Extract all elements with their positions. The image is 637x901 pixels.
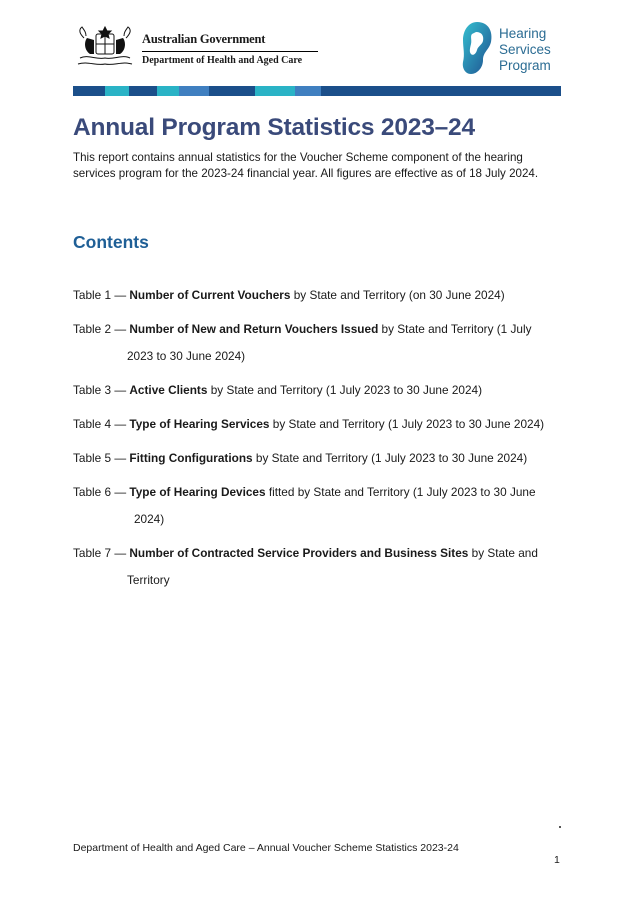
department-name: Department of Health and Aged Care [142,55,303,66]
government-wordmark [142,32,318,66]
logo-line-2: Services [499,42,551,57]
toc-item-table-3[interactable] [73,377,563,404]
footer-mark [559,826,561,828]
toc-bold-title: Number of Current Vouchers [129,288,291,302]
toc-prefix: Table 4 — [73,417,130,431]
toc-rest: by State and Territory (on 30 June 2024) [290,288,505,302]
toc-item-table-4[interactable] [73,411,563,438]
toc-bold-title: Type of Hearing Devices [129,485,266,499]
toc-item-table-7[interactable] [73,540,563,594]
toc-continuation: Territory [127,573,170,587]
toc-prefix: Table 3 — [73,383,130,397]
band-segment [129,86,157,96]
hearing-services-program-logo [459,20,563,76]
logo-line-1: Hearing [499,26,547,41]
toc-prefix: Table 1 — [73,288,130,302]
table-of-contents [73,282,563,601]
band-segment [321,86,381,96]
toc-rest: by State and Territory (1 July [378,322,532,336]
gov-divider [142,51,318,52]
toc-rest: by State and Territory (1 July 2023 to 30 June 2024) [207,383,482,397]
header-colour-band [73,86,561,96]
toc-rest: by State and Territory (1 July 2023 to 30 June 2024) [269,417,545,431]
intro-paragraph: This report contains annual statistics for the Voucher Scheme component of the hearing services program for the 2023-24 financial year. All figures are effective as of 18 July 2024. [73,151,539,180]
band-segment [157,86,179,96]
toc-bold-title: Type of Hearing Services [129,417,270,431]
contents-heading: Contents [73,232,149,252]
band-segment [179,86,209,96]
page-title: Annual Program Statistics 2023–24 [73,114,475,141]
toc-continuation: 2023 to 30 June 2024) [127,349,246,363]
band-segment [209,86,255,96]
toc-rest: fitted by State and Territory (1 July 2023 to 30 June [265,485,536,499]
toc-rest: by State and Territory (1 July 2023 to 30 June 2024) [252,451,528,465]
toc-prefix: Table 2 — [73,322,130,336]
toc-bold-title: Number of New and Return Vouchers Issued [129,322,379,336]
band-segment [255,86,295,96]
page-footer: Department of Health and Aged Care – Annual Voucher Scheme Statistics 2023-24 [73,842,459,854]
toc-prefix: Table 7 — [73,546,130,560]
toc-item-table-6[interactable] [73,479,563,533]
band-segment [73,86,105,96]
band-segment [381,86,561,96]
toc-item-table-5[interactable] [73,445,563,472]
program-logo-text [499,26,551,74]
toc-bold-title: Active Clients [129,383,208,397]
toc-continuation: 2024) [134,512,165,526]
toc-bold-title: Number of Contracted Service Providers and Business Sites [129,546,469,560]
band-segment [105,86,129,96]
toc-bold-title: Fitting Configurations [129,451,253,465]
toc-prefix: Table 5 — [73,451,130,465]
toc-item-table-1[interactable] [73,282,563,309]
toc-rest: by State and [468,546,538,560]
ear-icon [459,20,495,76]
coat-of-arms-icon [74,24,136,68]
logo-line-3: Program [499,58,551,73]
toc-prefix: Table 6 — [73,485,130,499]
band-segment [295,86,321,96]
page-number: 1 [554,854,560,866]
gov-name: Australian Government [142,32,266,46]
toc-item-table-2[interactable] [73,316,563,370]
